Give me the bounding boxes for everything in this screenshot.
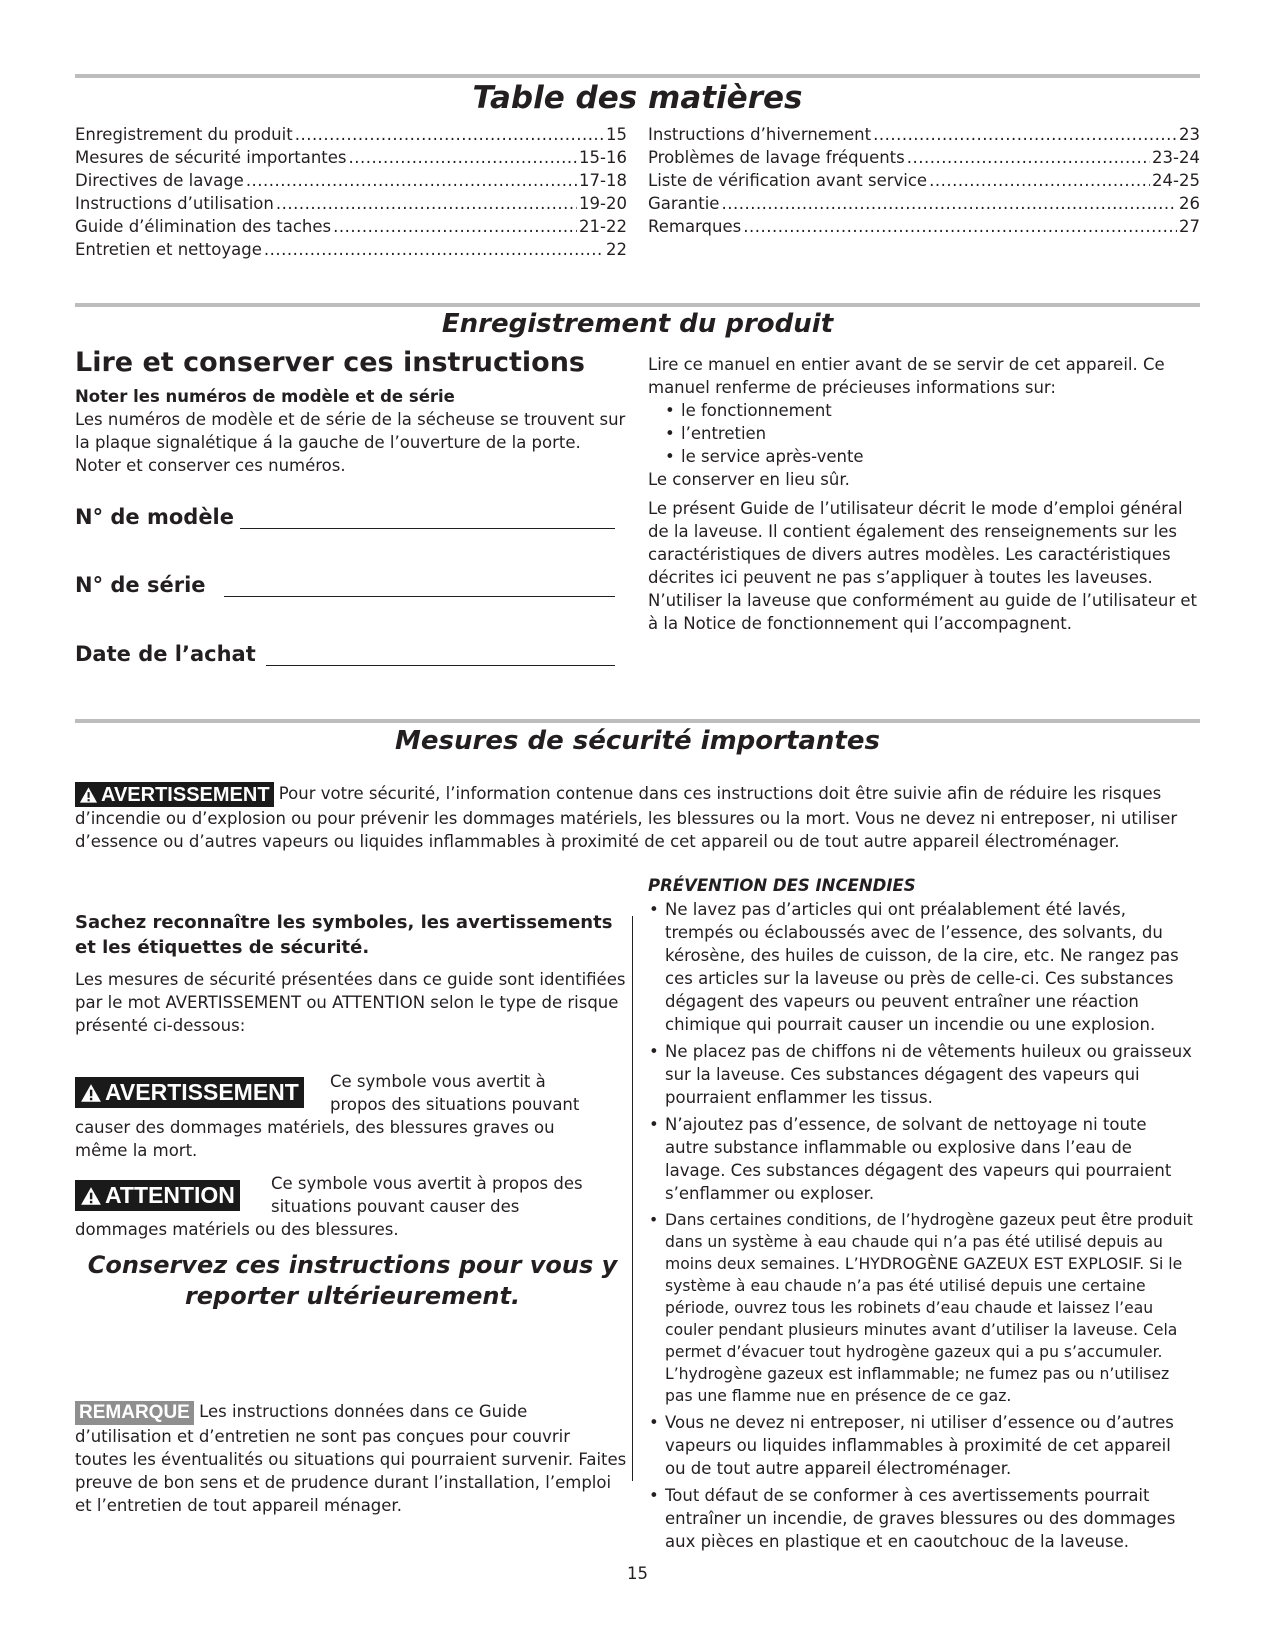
- caution-symbol-text: Ce symbole vous avertit à propos des situations pouvant causer des dommages matériels ou des blessures.: [75, 1174, 583, 1239]
- list-item: • Ne placez pas de chiffons ni de vêtements huileux ou graisseux sur la laveuse. Ces substances dégagent des vapeurs qui pourraient enflammer les tissus.: [648, 1040, 1193, 1109]
- registration-heading: Lire et conserver ces instructions: [75, 347, 585, 378]
- list-item: • l’entretien: [664, 422, 1200, 445]
- registration-title: Enregistrement du produit: [441, 309, 834, 339]
- keep-instructions-callout: Conservez ces instructions pour vous y reporter ultérieurement.: [87, 1251, 618, 1310]
- toc-left-column: [75, 123, 627, 261]
- registration-right-column: [648, 353, 1200, 635]
- fire-prevention-heading: PRÉVENTION DES INCENDIES: [648, 876, 916, 895]
- column-divider: [632, 916, 633, 1481]
- note-block: [75, 1400, 627, 1517]
- list-item: • Dans certaines conditions, de l’hydrogène gazeux peut être produit dans un système à eau chaude qui n’a pas été utilisé depuis au moins deux semaines. L’HYDROGÈNE GAZEUX EST EXPLOSIF. Si le système à eau chaude n’a pas été utilisé depuis une certaine période, ouvrez tous les robinets d’eau chaude et laissez l’eau couler pendant plusieurs minutes avant d’utiliser la laveuse. Cela permet d’évacuer tout hydrogène gazeux qui a pu s’accumuler. L’hydrogène gazeux est inflammable; ne fumez pas ou n’utilisez pas une flamme nue en présence de ce gaz.: [648, 1209, 1193, 1407]
- serial-number-label: N° de série: [75, 573, 206, 597]
- serial-number-field[interactable]: [75, 573, 615, 597]
- toc-entry[interactable]: Enregistrement du produit ..... 15: [75, 123, 627, 146]
- manual-intro: Lire ce manuel en entier avant de se servir de cet appareil. Ce manuel renferme de précieuses informations sur:: [648, 355, 1165, 397]
- model-number-line[interactable]: [240, 506, 615, 529]
- toc-entry[interactable]: Remarques ..... 27: [648, 215, 1200, 238]
- safety-divider: [75, 719, 1200, 723]
- purchase-date-line[interactable]: [266, 643, 615, 666]
- toc-entry[interactable]: Directives de lavage ..... 17-18: [75, 169, 627, 192]
- toc-title: Table des matières: [472, 80, 803, 116]
- toc-entry[interactable]: Guide d’élimination des taches ..... 21-22: [75, 215, 627, 238]
- toc-entry[interactable]: Problèmes de lavage fréquents ..... 23-24: [648, 146, 1200, 169]
- note-text: Les instructions données dans ce Guide d’utilisation et d’entretien ne sont pas conçues pour couvrir toutes les éventualités ou situations qui pourraient survenir. Faites preuve de bon sens et de prudence durant l’installation, l’emploi et l’entretien de tout appareil ménager.: [75, 1402, 627, 1515]
- model-number-field[interactable]: [75, 505, 615, 529]
- symbols-heading: Sachez reconnaître les symboles, les avertissements et les étiquettes de sécurité.: [75, 912, 613, 958]
- page-number: 15: [627, 1564, 648, 1583]
- purchase-date-field[interactable]: [75, 642, 615, 666]
- list-item: • le service après-vente: [664, 445, 1200, 468]
- toc-entry[interactable]: Liste de vérification avant service ..... 24-25: [648, 169, 1200, 192]
- caution-symbol-badge: ATTENTION: [75, 1180, 240, 1211]
- toc-entry[interactable]: Instructions d’utilisation ..... 19-20: [75, 192, 627, 215]
- note-badge: REMARQUE: [75, 1401, 194, 1425]
- usage-notice: N’utiliser la laveuse que conformément au guide de l’utilisateur et à la Notice de fonctionnement qui l’accompagnent.: [648, 591, 1198, 633]
- safety-title: Mesures de sécurité importantes: [395, 726, 880, 756]
- guide-description: Le présent Guide de l’utilisateur décrit le mode d’emploi général de la laveuse. Il contient également des renseignements sur les caractéristiques de divers autres modèles. Les caractéristiques décrites ici peuvent ne pas s’appliquer à toutes les laveuses.: [648, 499, 1183, 587]
- toc-entry[interactable]: Garantie ..... 26: [648, 192, 1200, 215]
- toc-right-column: [648, 123, 1200, 238]
- purchase-date-label: Date de l’achat: [75, 642, 256, 666]
- warning-symbol-text: Ce symbole vous avertit à propos des situations pouvant causer des dommages matériels, des blessures graves ou même la mort.: [75, 1072, 580, 1160]
- list-item: • Tout défaut de se conformer à ces avertissements pourrait entraîner un incendie, de graves blessures ou des dommages aux pièces en plastique et en caoutchouc de la laveuse.: [648, 1484, 1193, 1553]
- top-divider: [75, 74, 1200, 78]
- list-item: • N’ajoutez pas d’essence, de solvant de nettoyage ni toute autre substance inflammable ou explosive dans l’eau de lavage. Ces substances dégagent des vapeurs qui pourraient s’enflammer ou exploser.: [648, 1113, 1193, 1205]
- registration-intro: Les numéros de modèle et de série de la sécheuse se trouvent sur la plaque signalétique á la gauche de l’ouverture de la porte. Noter et conserver ces numéros.: [75, 410, 626, 475]
- warning-badge: AVERTISSEMENT: [75, 782, 274, 807]
- serial-number-line[interactable]: [224, 574, 615, 597]
- keep-safe-text: Le conserver en lieu sûr.: [648, 470, 850, 489]
- manual-topics-list: [664, 399, 1200, 468]
- toc-entry[interactable]: Instructions d’hivernement ..... 23: [648, 123, 1200, 146]
- list-item: • Ne lavez pas d’articles qui ont préalablement été lavés, trempés ou éclaboussés avec de l’essence, des solvants, du kérosène, des huiles de cuisson, de la cire, etc. Ne rangez pas ces articles sur la laveuse ou près de celle-ci. Ces substances dégagent des vapeurs ou peuvent entraîner une réaction chimique qui pourrait causer un incendie ou une explosion.: [648, 898, 1193, 1036]
- safety-warning-text: Pour votre sécurité, l’information contenue dans ces instructions doit être suivie afin de réduire les risques d’incendie ou d’explosion ou pour prévenir les dommages matériels, les blessures ou la mort. Vous ne devez ni entreposer, ni utiliser d’essence ou d’autres vapeurs ou liquides inflammables à proximité de cet appareil ou de tout autre appareil électroménager.: [75, 784, 1178, 851]
- toc-entry[interactable]: Mesures de sécurité importantes ..... 15-16: [75, 146, 627, 169]
- warning-triangle-icon: [79, 786, 98, 804]
- toc-entry[interactable]: Entretien et nettoyage ..... 22: [75, 238, 627, 261]
- safety-warning-block: [75, 782, 1200, 853]
- model-number-label: N° de modèle: [75, 505, 234, 529]
- registration-subheading: Noter les numéros de modèle et de série: [75, 387, 455, 406]
- warning-symbol-badge: AVERTISSEMENT: [75, 1077, 304, 1108]
- symbols-text: Les mesures de sécurité présentées dans ce guide sont identifiées par le mot AVERTISSEMENT ou ATTENTION selon le type de risque présenté ci-dessous:: [75, 970, 626, 1035]
- list-item: • Vous ne devez ni entreposer, ni utiliser d’essence ou d’autres vapeurs ou liquides inflammables à proximité de cet appareil ou de tout autre appareil électroménager.: [648, 1411, 1193, 1480]
- fire-prevention-list: [648, 898, 1193, 1553]
- registration-divider: [75, 303, 1200, 307]
- list-item: • le fonctionnement: [664, 399, 1200, 422]
